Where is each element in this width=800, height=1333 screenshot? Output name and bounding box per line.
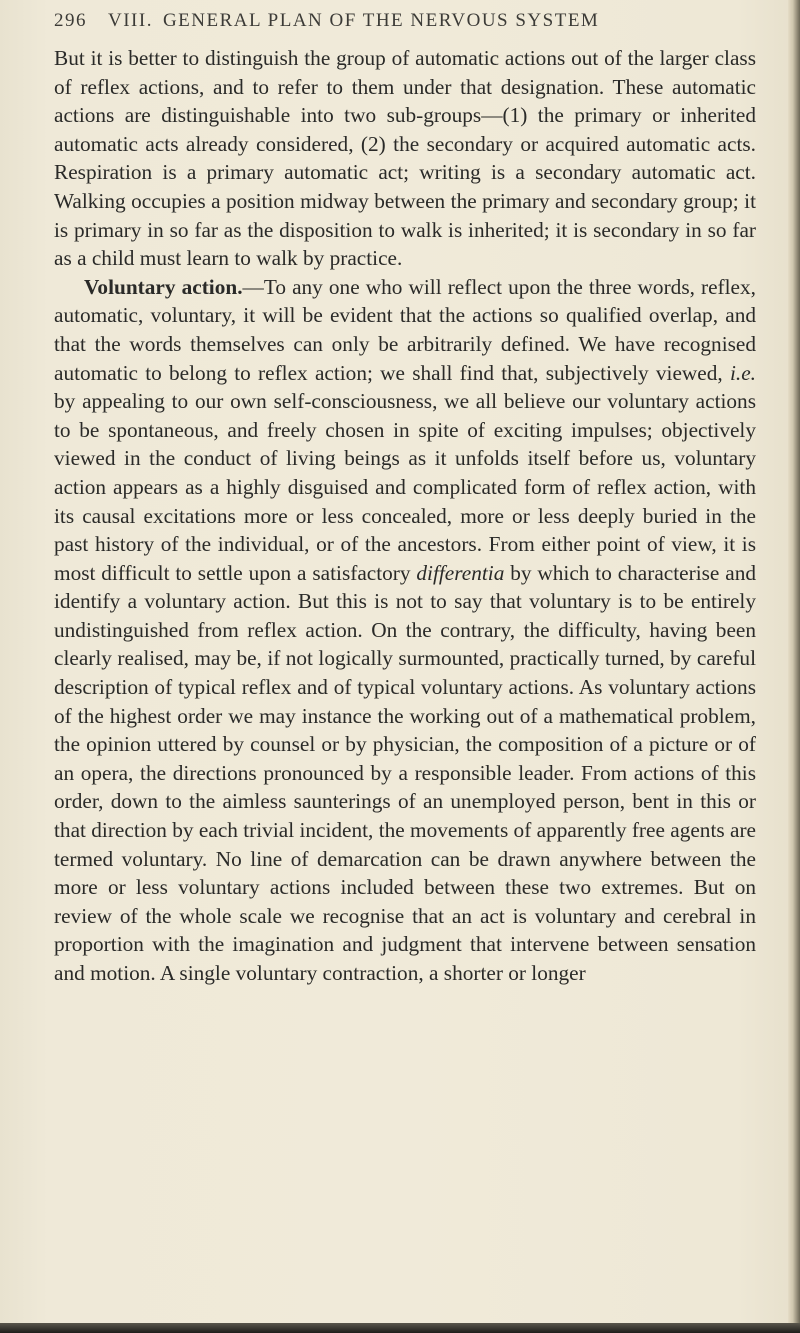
italic-differentia: differentia: [416, 560, 505, 585]
body-text: [54, 44, 756, 988]
text-segment: —To any one who will reflect upon the three words, reflex, automatic, voluntary, it will be evident that the actions so qualified overlap, and that the words themselves can only be arbitrarily defined. We have recognised automatic to belong to reflex action; we shall find that, subjectively viewed,: [54, 274, 756, 385]
paragraph-automatic-actions: But it is better to distinguish the group of automatic actions out of the larger class of reflex actions, and to refer to them under that designation. These automatic actions are distinguishable into two sub-groups—(1) the primary or inherited automatic acts already considered, (2) the secondary or acquired automatic acts. Respiration is a primary automatic act; writing is a secondary automatic act. Walking occupies a position midway between the primary and secondary group; it is primary in so far as the disposition to walk is inherited; it is secondary in so far as a child must learn to walk by practice.: [54, 46, 756, 271]
italic-ie: i.e.: [729, 360, 756, 385]
text-segment: by appealing to our own self-consciousness, we all believe our voluntary actions to be spontaneous, and freely chosen in spite of exciting impulses; objectively viewed in the conduct of living beings as it unfolds itself before us, voluntary action appears as a highly disguised and complicated form of reflex action, with its causal excitations more or less concealed, more or less deeply buried in the past history of the individual, or of the ancestors. From either point of view, it is most difficult to settle upon a satisfactory: [54, 389, 756, 585]
chapter-number: VIII.: [108, 10, 153, 31]
section-heading-voluntary-action: Voluntary action.: [84, 274, 243, 299]
text-segment: by which to characterise and identify a voluntary action. But this is not to say that voluntary is to be entirely undistinguished from reflex action. On the contrary, the difficulty, having been clearly realised, may be, if not logically surmounted, practically turned, by careful description of typical reflex and of typical voluntary actions. As voluntary actions of the highest order we may instance the working out of a mathematical problem, the opinion uttered by counsel or by physician, the composition of a picture or of an opera, the directions pronounced by a responsible leader. From actions of this order, down to the aimless saunterings of an unemployed person, bent in this or that direction by each trivial incident, the movements of apparently free agents are termed voluntary. No line of demarcation can be drawn anywhere between the more or less voluntary actions included between these two extremes. But on review of the whole scale we recognise that an act is voluntary and cerebral in proportion with the imagination and judgment that intervene between sensation and motion. A single voluntary contraction, a shorter or longer: [54, 560, 756, 985]
page-number: 296: [54, 10, 87, 31]
paragraph-voluntary-action: [54, 273, 756, 988]
chapter-title: GENERAL PLAN OF THE NERVOUS SYSTEM: [162, 10, 600, 31]
running-header: [54, 10, 754, 46]
page-edge-shadow: [788, 0, 800, 1333]
scan-bottom-edge: [0, 1323, 800, 1333]
